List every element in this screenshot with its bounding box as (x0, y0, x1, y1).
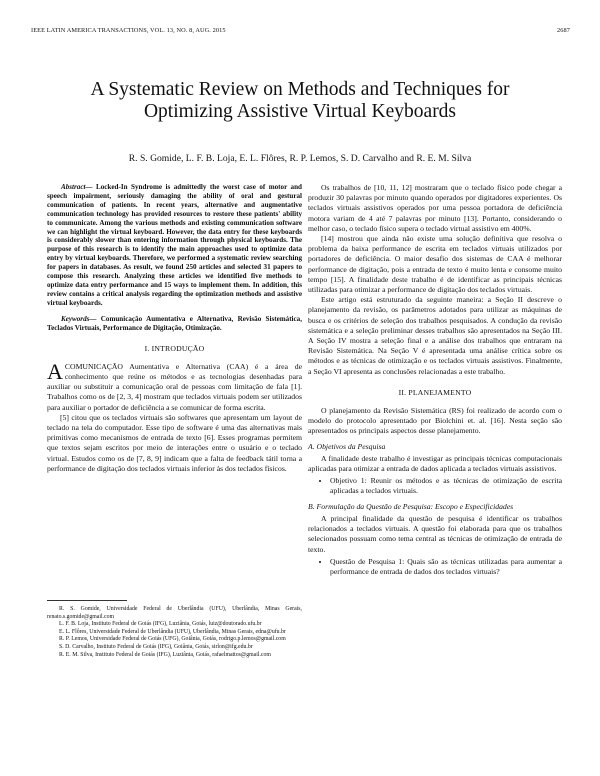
left-column (47, 183, 302, 474)
intro-paragraph-1-text: COMUNICAÇÃO Aumentativa e Alternativa (CAA) é a área de conhecimento que reúne os métodos e as tecnologias desenhadas para auxiliar ou substituir a comunicação oral de pessoas com limitação de fala [1]. Trabalhos como os de [2, 3, 4] mostram que teclados virtuais podem ser utilizados para auxiliar o portador de deficiência a se comunicar de forma escrita. (47, 361, 302, 412)
abstract (47, 183, 302, 308)
footnote-author-2: L. F. B. Loja, Instituto Federal de Goiás (IFG), Luziânia, Goiás, luiz@doutorado.ufu.br (59, 621, 262, 628)
planning-paragraph-2: A finalidade deste trabalho é investigar as principais técnicas computacionais aplicadas para otimizar a entrada de dados aplicada a teclados virtuais assistivos. (308, 453, 562, 474)
keywords-lead: Keywords— (61, 314, 97, 323)
intro-paragraph-1 (47, 358, 302, 413)
subsection-heading-objectives: A. Objetivos da Pesquisa (308, 441, 386, 451)
planning-paragraph-3: A principal finalidade da questão de pesquisa é identificar os trabalhos relacionados a teclados virtuais. A questão foi elaborada para que os trabalhos selecionados possuam como tema central as técnicas de otimização de entrada de texto. (308, 513, 562, 554)
right-column (308, 183, 562, 580)
research-question-1-item: • Questão de Pesquisa 1: Quais são as técnicas utilizadas para aumentar a performance de entrada de dados dos teclados virtuais? (330, 557, 562, 577)
footnote-rule (47, 600, 127, 601)
footnote-author-5: S. D. Carvalho, Instituto Federal de Goiás (IFG), Goiânia, Goiás, sirlon@ifg.edu.br (59, 643, 253, 650)
intro-paragraph-4: [14] mostrou que ainda não existe uma solução definitiva que resolva o problema da baixa performance de escrita em teclados virtuais utilizados por portadores de deficiência. O maior desafio dos sistemas de CAA é melhorar performance de digitação, pois a entrada de texto é muito lenta e consome muito tempo [15]. A finalidade deste trabalho é de identificar as principais técnicas utilizadas para otimizar a performance de digitação dos teclados virtuais. (308, 234, 562, 295)
planning-paragraph-1: O planejamento da Revisão Sistemática (RS) foi realizado de acordo com o modelo do protocolo apresentado por Biolchini et. al. [16]. Nesta seção são apresentados os principais aspectos desse planejamento. (308, 406, 562, 436)
keywords (47, 315, 302, 333)
running-head (31, 27, 570, 37)
objectives-list (308, 476, 562, 496)
author-list: R. S. Gomide, L. F. B. Loja, E. L. Flôres, R. P. Lemos, S. D. Carvalho and R. E. M. Silva (128, 153, 472, 164)
drop-cap: A (47, 358, 63, 384)
author-footnotes (47, 600, 302, 659)
footnote-author-6: R. E. M. Silva, Instituto Federal de Goiás (IFG), Luziânia, Goiás, rafaelmattos@gmail.com (59, 651, 271, 658)
intro-paragraph-5: Este artigo está estruturado da seguinte maneira: a Seção II descreve o planejamento da revisão, os parâmetros adotados para utilizar as máquinas de busca e os critérios de seleção dos trabalhos pesquisados. A condução da revisão sistemática e a seleção preliminar desses trabalhos são apresentados na Seção III. A Seção IV mostra a seleção final e a análise dos trabalhos que entraram na Revisão Sistemática. Na Seção V é apresentada uma análise crítica sobre os métodos e as técnicas de otimização e os teclados virtuais assistivos. Finalmente, a Seção VI apresenta as conclusões relacionadas a este trabalho. (308, 295, 562, 376)
paper-title: A Systematic Review on Methods and Techniques for Optimizing Assistive Virtual Keyboards (90, 79, 510, 122)
abstract-lead: Abstract— (61, 183, 93, 191)
page-number: 2687 (557, 27, 570, 34)
research-questions-list (308, 557, 562, 577)
section-heading-introduction: I. INTRODUÇÃO (144, 343, 205, 353)
keywords-text: Comunicação Aumentativa e Alternativa, Revisão Sistemática, Teclados Virtuais, Performance de Digitação, Otimização. (47, 314, 302, 332)
intro-paragraph-2: [5] citou que os teclados virtuais são softwares que apresentam um layout de teclado na tela do computador. Esse tipo de software é uma das alternativas mais primitivas como mecanismos de entrada de texto [6]. Esses programas permitem que textos sejam escritos por meio de interações entre o usuário e o teclado virtual. Estudos como os de [7, 8, 9] indicam que a falta de feedback tátil torna a performance de digitação dos teclados virtuais inferior às dos teclados físicos. (47, 412, 302, 473)
intro-paragraph-3: Os trabalhos de [10, 11, 12] mostraram que o teclado físico pode chegar a produzir 30 palavras por minuto quando operados por digitadores experientes. Os teclados virtuais assistivos operados por uma pessoa portadora de deficiência motora variam de 4 até 7 palavras por minuto [13]. Portanto, considerando o melhor caso, o teclado físico supera o teclado virtual assistivo em 400%. (308, 183, 562, 233)
subsection-heading-research-question: B. Formulação da Questão de Pesquisa: Escopo e Especificidades (308, 501, 514, 511)
objective-1-item: • Objetivo 1: Reunir os métodos e as técnicas de otimização de escrita aplicadas a teclados virtuais. (330, 476, 562, 496)
footnote-author-1: R. S. Gomide, Universidade Federal de Uberlândia (UFU), Uberlândia, Minas Gerais, renato.s.gomide@gmail.com (47, 606, 302, 620)
abstract-text: Locked-In Syndrome is admittedly the worst case of motor and speech impairment, seriously damaging the ability of oral and gestural communication of patients. In recent years, alternative and augmentative communication technology has provided resources to restore these patients' ability to communicate. Among the various methods and existing communication software we can highlight the virtual keyboard. However, the data entry for these keyboards is considerably slower than entering information through physical keyboards. The purpose of this research is to identify the main approaches used to optimize data entry by virtual keyboards. Therefore, we performed a systematic review searching for papers in databases. As result, we found 250 articles and selected 31 papers to compose this research. Analyzing these articles we identified five methods to optimize data entry performance and 15 ways to implement them. In addition, this review contains a critical analysis regarding the optimization methods and assistive virtual keyboards. (47, 183, 302, 307)
journal-citation: IEEE LATIN AMERICA TRANSACTIONS, VOL. 13, NO. 8, AUG. 2015 (31, 27, 226, 34)
footnote-author-3: E. L. Flôres, Universidade Federal de Uberlândia (UFU), Uberlândia, Minas Gerais, edna@ufu.br (59, 628, 286, 635)
section-heading-planning: II. PLANEJAMENTO (398, 387, 472, 397)
footnote-author-4: R. P. Lemos, Universidade Federal de Goiás (UFG), Goiânia, Goiás, rodrigo.p.lemos@gmail.com (59, 636, 286, 643)
